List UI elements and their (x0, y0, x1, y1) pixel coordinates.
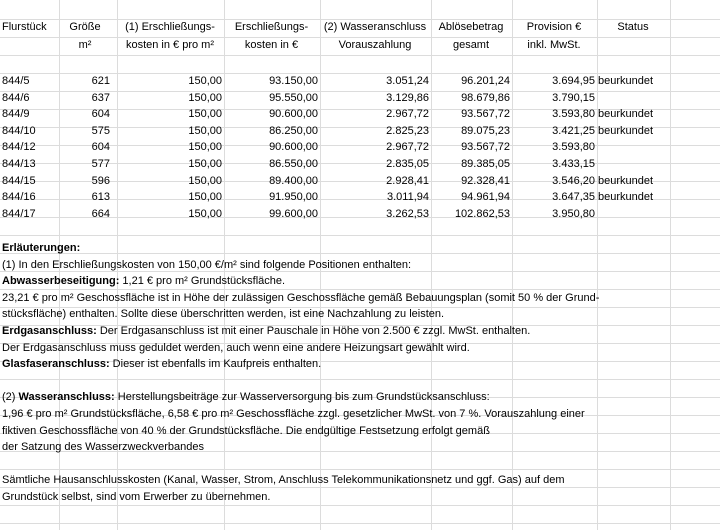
column-header-line2: Vorauszahlung (338, 39, 412, 51)
note-line (2, 356, 702, 373)
table-cell: 93.567,72 (461, 108, 510, 121)
table-cell: 2.967,72 (386, 108, 429, 121)
table-cell: 3.593,80 (552, 141, 595, 154)
table-cell: beurkundet (598, 75, 654, 87)
note-text: (1) In den Erschließungskosten von 150,00 €/m² sind folgende Positionen enthalten: (2, 258, 412, 271)
table-cell: 844/9 (2, 108, 30, 121)
table-cell: 92.328,41 (461, 174, 510, 187)
table-cell: 844/15 (2, 174, 36, 187)
table-cell: 2.835,05 (386, 158, 429, 170)
table-cell: beurkundet (598, 124, 654, 137)
note-bold: Erläuterungen: (2, 242, 81, 254)
note-text: Sämtliche Hausanschlusskosten (Kanal, Wasser, Strom, Anschluss Telekommunikationsnetz und ggf. Gas) auf dem (2, 474, 565, 487)
table-cell: 3.694,95 (552, 75, 595, 87)
column-header (321, 18, 429, 54)
table-cell: 3.129,86 (386, 91, 429, 104)
table-cell: 2.967,72 (386, 141, 429, 154)
column-header-line1: Status (617, 21, 649, 33)
note-bold: Glasfaseranschluss: (2, 358, 110, 371)
table-row (0, 72, 720, 90)
table-cell: beurkundet (598, 174, 654, 187)
table-cell: 96.201,24 (461, 75, 510, 87)
table-cell: 844/12 (2, 141, 36, 154)
table-cell: 150,00 (188, 174, 222, 187)
table-cell: 150,00 (188, 141, 222, 154)
table-cell: 89.400,00 (269, 174, 318, 187)
table-cell: 98.679,86 (461, 91, 510, 104)
column-header-line2: gesamt (452, 39, 490, 51)
note-line (2, 373, 702, 390)
note-bold: Erdgasanschluss: (2, 324, 97, 337)
note-line (2, 340, 702, 357)
table-cell: 3.433,15 (552, 158, 595, 170)
notes-section (2, 240, 702, 506)
column-header-line1: Erschließungs- (234, 21, 309, 33)
note-text: Dieser ist ebenfalls im Kaufpreis enthalten. (109, 358, 322, 371)
table-cell: 2.928,41 (386, 174, 429, 187)
note-text: 23,21 € pro m² Geschossfläche ist in Höhe der zulässigen Geschossfläche gemäß Bebauungsplan (somit 50 % der Grund- (2, 291, 600, 304)
column-header-line1: Größe (69, 21, 101, 33)
note-bold: Wasseranschluss: (18, 391, 115, 404)
note-text: fiktiven Geschossfläche von 40 % der Grundstücksfläche. Die endgültige Festsetzung erfolgt gemäß (2, 424, 490, 437)
note-line (2, 439, 702, 456)
note-line (2, 290, 702, 307)
table-cell: 150,00 (188, 91, 222, 104)
note-text: 1,96 € pro m² Grundstücksfläche, 6,58 € pro m² Geschossfläche zzgl. gesetzlicher MwSt. von 7 %. Vorauszahlung einer (2, 407, 585, 420)
column-header-line2: kosten in € pro m² (125, 39, 215, 51)
note-text: stücksfläche) enthalten. Sollte diese überschritten werden, ist eine Nachzahlung zu leisten. (2, 308, 445, 321)
table-cell: 150,00 (188, 207, 222, 220)
table-cell: 150,00 (188, 158, 222, 170)
note-text: Der Erdgasanschluss muss geduldet werden, auch wenn eine andere Heizungsart gewählt wird. (2, 341, 470, 354)
note-text: (2) (2, 391, 19, 404)
table-row (0, 188, 720, 206)
column-header-line1: Flurstück (2, 21, 47, 33)
table-cell: 91.950,00 (269, 191, 318, 204)
table-cell: beurkundet (598, 191, 654, 204)
table-cell: 94.961,94 (461, 191, 510, 204)
table-cell: 95.550,00 (269, 91, 318, 104)
column-header (513, 18, 595, 54)
note-line (2, 456, 702, 473)
table-row (0, 155, 720, 173)
note-line (2, 240, 702, 257)
table-cell: 3.593,80 (552, 108, 595, 121)
column-header-line1: (2) Wasseranschluss (323, 21, 427, 33)
table-cell: 844/13 (2, 158, 36, 170)
table-cell: 93.150,00 (269, 75, 318, 87)
table-cell: 86.250,00 (269, 124, 318, 137)
table-cell: 577 (91, 158, 110, 170)
table-row (0, 138, 720, 156)
table-cell: 89.385,05 (461, 158, 510, 170)
table-cell: 150,00 (188, 124, 222, 137)
table-cell: 90.600,00 (269, 141, 318, 154)
table-cell: 150,00 (188, 191, 222, 204)
table-cell: 86.550,00 (269, 158, 318, 170)
column-header-line1: Provision € (526, 21, 582, 33)
note-line (2, 323, 702, 340)
table-cell: 3.950,80 (552, 207, 595, 220)
column-header (118, 18, 222, 54)
table-cell: 93.567,72 (461, 141, 510, 154)
table-cell: 3.262,53 (386, 207, 429, 220)
column-header (2, 18, 57, 54)
table-cell: 844/10 (2, 124, 36, 137)
table-cell: 844/5 (2, 75, 30, 87)
table-cell: 844/17 (2, 207, 36, 220)
table-cell: beurkundet (598, 108, 654, 121)
note-bold: Abwasserbeseitigung: (2, 275, 120, 288)
column-header-line2: inkl. MwSt. (527, 39, 581, 51)
table-cell: 3.011,94 (386, 191, 429, 204)
table-cell: 637 (91, 91, 110, 104)
column-header (598, 18, 668, 54)
note-line (2, 273, 702, 290)
table-cell: 90.600,00 (269, 108, 318, 121)
table-cell: 102.862,53 (454, 207, 510, 220)
note-line (2, 306, 702, 323)
table-cell: 3.546,20 (552, 174, 595, 187)
column-header-line1: Ablösebetrag (438, 21, 504, 33)
note-text: 1,21 € pro m² Grundstücksfläche. (119, 275, 286, 288)
table-cell: 575 (91, 124, 110, 137)
column-header (225, 18, 318, 54)
table-cell: 99.600,00 (269, 207, 318, 220)
note-line (2, 406, 702, 423)
table-cell: 2.825,23 (386, 124, 429, 137)
table-cell: 596 (91, 174, 110, 187)
table-cell: 844/6 (2, 91, 30, 104)
table-cell: 3.790,15 (552, 91, 595, 104)
note-text: der Satzung des Wasserzweckverbandes (2, 441, 204, 454)
column-header-line2: m² (78, 39, 92, 51)
note-line (2, 389, 702, 406)
column-header-line2: kosten in € (244, 39, 299, 51)
table-row (0, 122, 720, 140)
note-line (2, 257, 702, 274)
note-line (2, 472, 702, 489)
table-cell: 604 (91, 108, 110, 121)
table-row (0, 172, 720, 190)
column-header (432, 18, 510, 54)
note-line (2, 423, 702, 440)
table-cell: 3.421,25 (552, 124, 595, 137)
table-cell: 89.075,23 (461, 124, 510, 137)
column-header (60, 18, 110, 54)
table-cell: 844/16 (2, 191, 36, 204)
column-header-line1: (1) Erschließungs- (125, 21, 215, 33)
note-text: Grundstück selbst, sind vom Erwerber zu übernehmen. (2, 490, 271, 503)
note-text: Der Erdgasanschluss ist mit einer Pauschale in Höhe von 2.500 € zzgl. MwSt. enthalten. (96, 324, 531, 337)
table-row (0, 89, 720, 107)
note-line (2, 489, 702, 506)
table-cell: 613 (91, 191, 110, 204)
table-cell: 3.647,35 (552, 191, 595, 204)
table-cell: 150,00 (188, 108, 222, 121)
note-text: Herstellungsbeiträge zur Wasserversorgung bis zum Grundstücksanschluss: (114, 391, 490, 404)
table-cell: 150,00 (188, 75, 222, 87)
table-cell: 3.051,24 (386, 75, 429, 87)
table-cell: 664 (91, 207, 110, 220)
table-cell: 621 (91, 75, 110, 87)
table-row (0, 105, 720, 123)
table-row (0, 205, 720, 223)
table-cell: 604 (91, 141, 110, 154)
